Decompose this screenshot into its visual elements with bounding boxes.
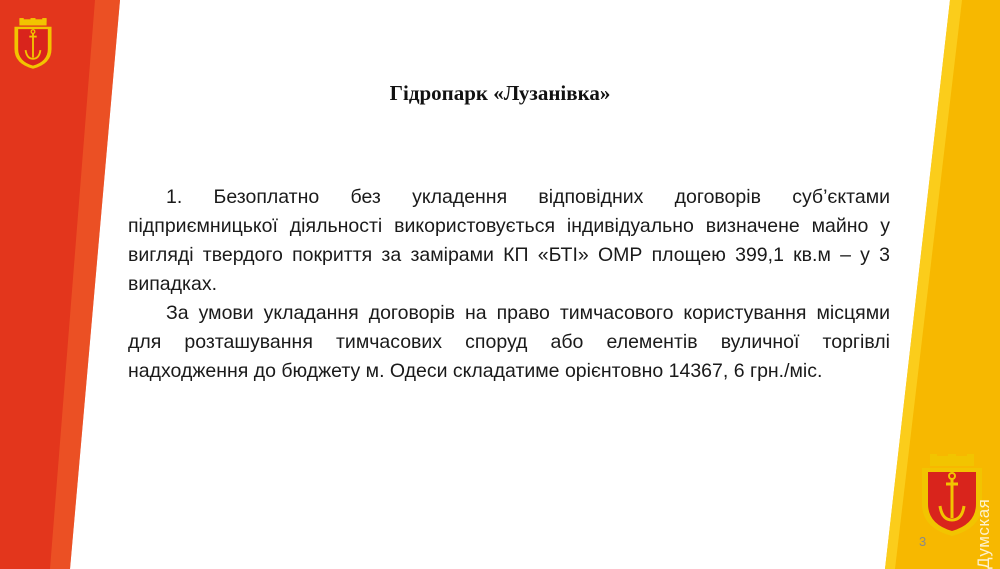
paragraph-1: 1. Безоплатно без укладення відповідних договорів суб’єктами підприємницької діяльності використовується індивідуально визначене майно у вигляді твердого покриття за замірами КП «БТІ» ОМР площею 399,1 кв.м – у 3 випадках. — [128, 186, 890, 295]
slide-title: Гідропарк «Лузанівка» — [389, 81, 611, 105]
watermark: Думская — [974, 498, 993, 569]
page-number: 3 — [919, 534, 927, 549]
slide-body — [128, 183, 890, 386]
paragraph-2: За умови укладання договорів на право тимчасового користування місцями для розташування тимчасових споруд або елементів вуличної торгівлі надходження до бюджету м. Одеси складатиме орієнтовно 14367, 6 грн./міс. — [128, 302, 890, 382]
coat-of-arms-icon — [12, 18, 54, 70]
